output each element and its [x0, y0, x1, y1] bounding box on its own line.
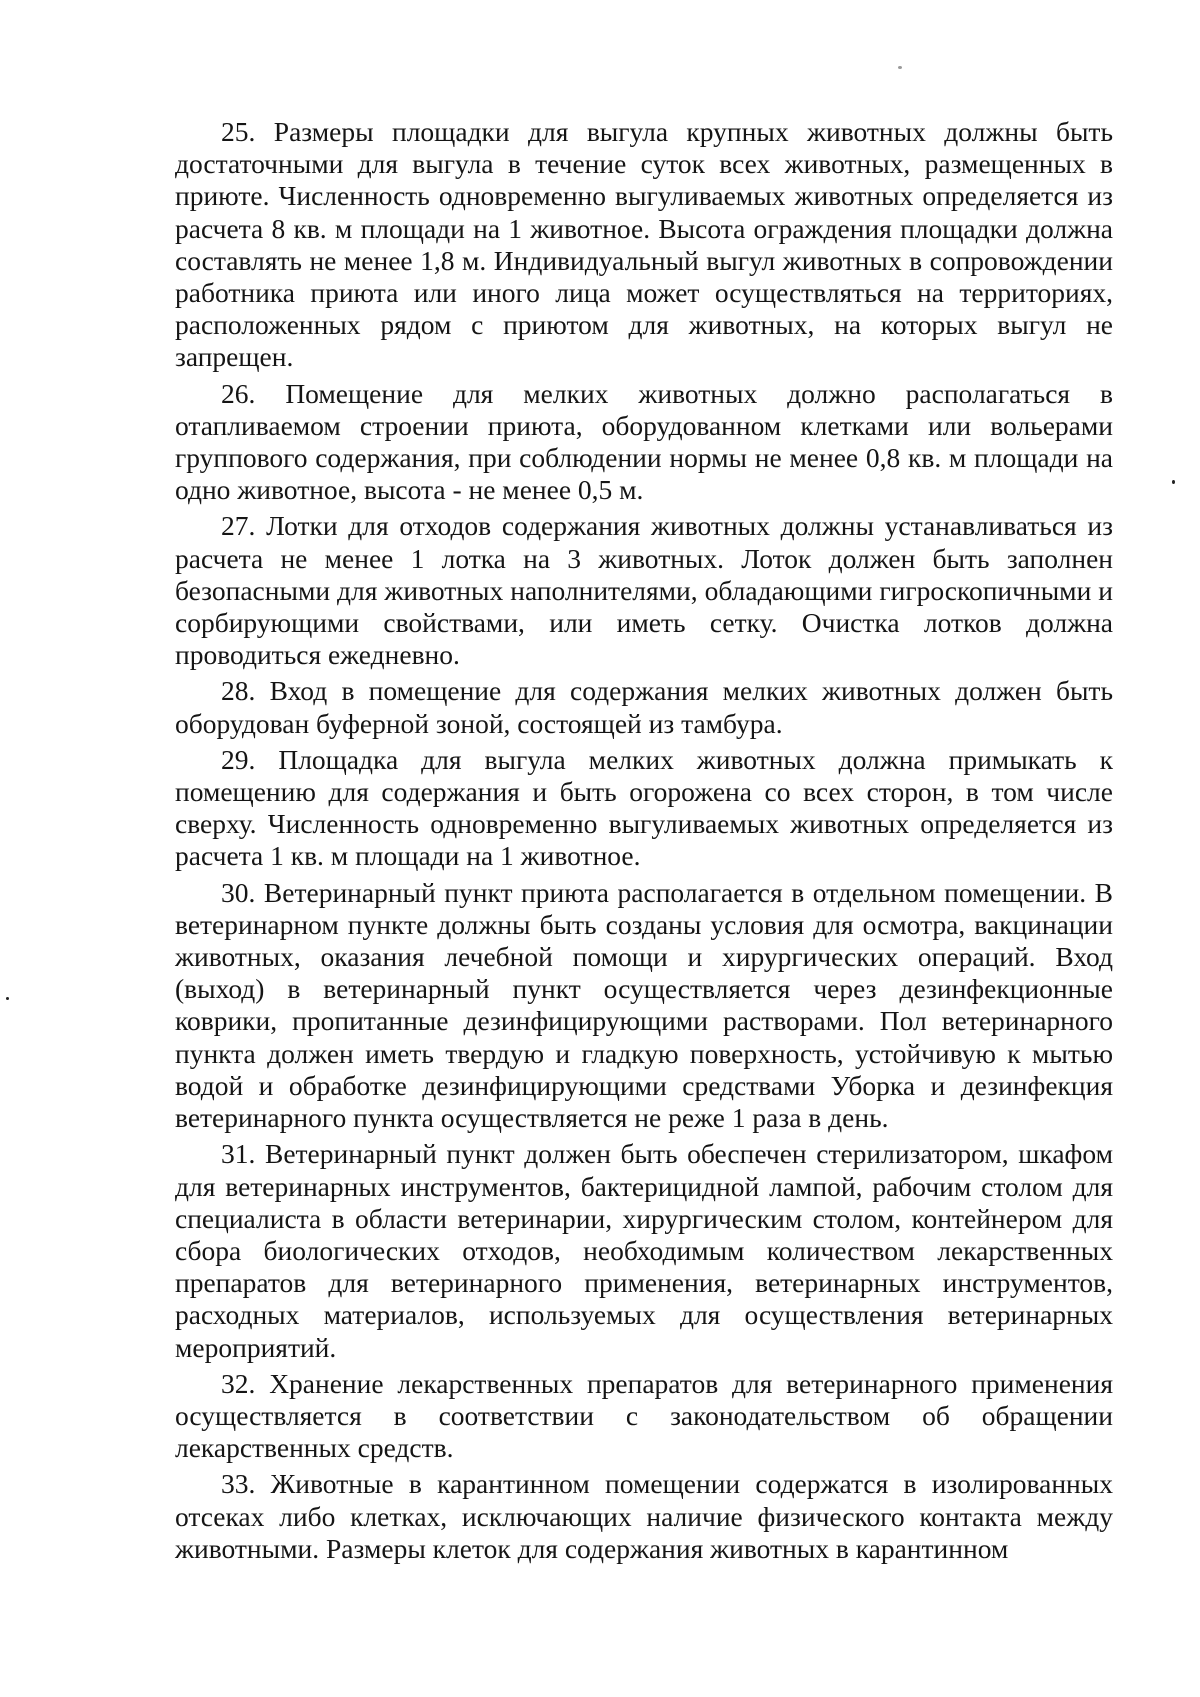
paragraph-30: 30. Ветеринарный пункт приюта располагается в отдельном помещении. В ветеринарном пункте должны быть созданы условия для осмотра, вакцинации животных, оказания лечебной помощи и хирургических операций. Вход (выход) в ветеринарный пункт осуществляется через дезинфекционные коврики, пропитанные дезинфицирующими растворами. Пол ветеринарного пункта должен иметь твердую и гладкую поверхность, устойчивую к мытью водой и обработке дезинфицирующими средствами Уборка и дезинфекция ветеринарного пункта осуществляется не реже 1 раза в день. — [175, 876, 1113, 1134]
paragraph-28: 28. Вход в помещение для содержания мелких животных должен быть оборудован буферной зоной, состоящей из тамбура. — [175, 675, 1113, 739]
paragraph-27: 27. Лотки для отходов содержания животных должны устанавливаться из расчета не менее 1 лотка на 3 животных. Лоток должен быть заполнен безопасными для животных наполнителями, обладающими гигроскопичными и сорбирующими свойствами, или иметь сетку. Очистка лотков должна проводиться ежедневно. — [175, 510, 1113, 671]
paragraph-25: 25. Размеры площадки для выгула крупных животных должны быть достаточными для выгула в течение суток всех животных, размещенных в приюте. Численность одновременно выгуливаемых животных определяется из расчета 8 кв. м площади на 1 животное. Высота ограждения площадки должна составлять не менее 1,8 м. Индивидуальный выгул животных в сопровождении работника приюта или иного лица может осуществляться на территориях, расположенных рядом с приютом для животных, на которых выгул не запрещен. — [175, 116, 1113, 373]
paragraph-31: 31. Ветеринарный пункт должен быть обеспечен стерилизатором, шкафом для ветеринарных инструментов, бактерицидной лампой, рабочим столом для специалиста в области ветеринарии, хирургическим столом, контейнером для сбора биологических отходов, необходимым количеством лекарственных препаратов для ветеринарного применения, ветеринарных инструментов, расходных материалов, используемых для осуществления ветеринарных мероприятий. — [175, 1138, 1113, 1363]
paragraph-32: 32. Хранение лекарственных препаратов для ветеринарного применения осуществляется в соответствии с законодательством об обращении лекарственных средств. — [175, 1367, 1113, 1464]
scan-speck — [1172, 480, 1175, 484]
scan-speck — [898, 66, 902, 69]
paragraph-26: 26. Помещение для мелких животных должно располагаться в отапливаемом строении приюта, оборудованном клетками или вольерами группового содержания, при соблюдении нормы не менее 0,8 кв. м площади на одно животное, высота - не менее 0,5 м. — [175, 377, 1113, 506]
document-body — [175, 116, 1113, 1565]
paragraph-29: 29. Площадка для выгула мелких животных должна примыкать к помещению для содержания и быть огорожена со всех сторон, в том числе сверху. Численность одновременно выгуливаемых животных определяется из расчета 1 кв. м площади на 1 животное. — [175, 743, 1113, 872]
scan-speck — [6, 997, 9, 1000]
paragraph-33: 33. Животные в карантинном помещении содержатся в изолированных отсеках либо клетках, исключающих наличие физического контакта между животными. Размеры клеток для содержания животных в карантинном — [175, 1468, 1113, 1564]
